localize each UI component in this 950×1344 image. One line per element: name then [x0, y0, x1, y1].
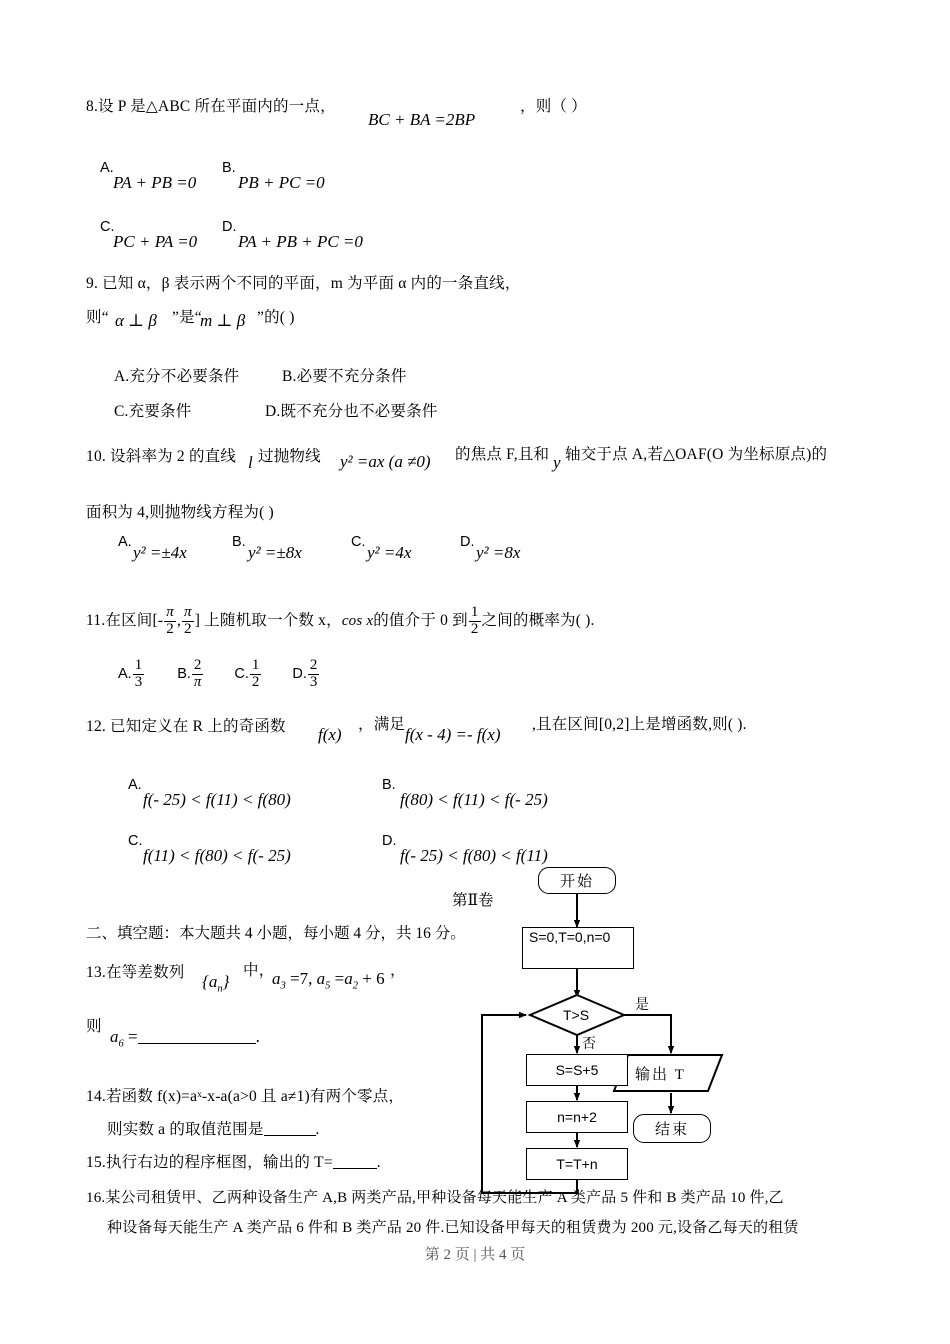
q10-part1: 10. 设斜率为 2 的直线	[86, 448, 237, 465]
q14-line2-prefix: 则实数 a 的取值范围是	[107, 1121, 264, 1138]
q9-line2-prefix: 则“	[86, 309, 109, 326]
q11-part2: ,	[176, 612, 182, 630]
q13-equation: $a_3 =7$, $a_5 =a_2 + 6$	[272, 969, 385, 992]
q10-option-d-letter[interactable]: D.	[460, 534, 475, 550]
q11-fraction-2: $\frac{\pi}{2}$	[184, 604, 192, 637]
q10-part3: 的焦点 F,且和	[455, 446, 550, 463]
q11-part3: ] 上随机取一个数 x，	[194, 612, 342, 630]
q15-prefix: 15.执行右边的程序框图，输出的 T=	[86, 1154, 333, 1171]
q10-option-d-text[interactable]: y² =8x	[476, 543, 521, 562]
q9-line2-mid: ”是“	[172, 309, 202, 326]
q9-option-c-letter: C.	[114, 403, 129, 420]
q8-option-a-text[interactable]: PA + PB =0	[113, 173, 197, 192]
q12-option-b-text[interactable]: f(80) < f(11) < f(- 25)	[400, 790, 548, 809]
q11-option-a-letter[interactable]: A.	[118, 666, 132, 683]
q8-option-c-letter[interactable]: C.	[100, 219, 115, 235]
q8-stem-formula	[368, 110, 475, 130]
flowchart-start-node: 开始	[538, 867, 616, 894]
q15-suffix: .	[376, 1154, 381, 1171]
q12-option-a-text[interactable]: f(- 25) < f(11) < f(80)	[143, 790, 291, 809]
q10-option-a-text[interactable]: y² =±4x	[133, 543, 187, 562]
q8-formula-text: BC + BA =2BP	[368, 110, 476, 129]
q11-option-c-value[interactable]: $\frac{1}{2}$	[251, 657, 260, 690]
q8-option-b-letter[interactable]: B.	[222, 160, 236, 176]
q11-fraction-3: $\frac{1}{2}$	[470, 604, 479, 637]
q15-blank[interactable]	[333, 1153, 377, 1170]
flowchart-yes-label: 是	[635, 998, 649, 1013]
q11-option-b-letter[interactable]: B.	[177, 666, 191, 683]
q12-option-a-letter[interactable]: A.	[128, 777, 142, 793]
q12-option-d-text[interactable]: f(- 25) < f(80) < f(11)	[400, 846, 548, 865]
q11-option-d-value[interactable]: $\frac{2}{3}$	[309, 657, 318, 690]
q9-option-b[interactable]	[282, 364, 407, 386]
q14-line2-suffix: .	[315, 1121, 320, 1138]
section-2-header: 第Ⅱ卷	[452, 892, 494, 909]
q9-option-a-letter: A.	[114, 368, 130, 385]
q11-option-d-letter[interactable]: D.	[292, 666, 307, 683]
q13-answer-line[interactable]: $a_6$ = .	[110, 1027, 260, 1050]
q13-blank[interactable]	[138, 1026, 256, 1044]
q8-option-a-letter[interactable]: A.	[100, 160, 114, 176]
q11-part5: 之间的概率为( ).	[481, 612, 595, 630]
q9-line1: 9. 已知 α，β 表示两个不同的平面，m 为平面 α 内的一条直线，	[86, 275, 521, 292]
q8-option-b-text[interactable]: PB + PC =0	[238, 173, 325, 192]
program-flowchart	[460, 855, 800, 1175]
q9-option-c-label: 充要条件	[128, 403, 192, 420]
flowchart-no-label: 否	[582, 1037, 596, 1052]
q11-stem	[86, 605, 595, 638]
q11-option-c-letter[interactable]: C.	[234, 666, 249, 683]
q10-equation: y² =ax (a ≠0)	[340, 452, 431, 471]
q16-line2: 种设备每天能生产 A 类产品 6 件和 B 类产品 20 件.已知设备甲每天的租赁费为 200 元,设备乙每天的租赁	[107, 1220, 799, 1236]
q14-blank[interactable]	[264, 1120, 316, 1137]
q14-line2[interactable]	[107, 1117, 320, 1139]
q10-option-c-text[interactable]: y² =4x	[367, 543, 412, 562]
flowchart-output-label: 输出 T	[635, 1067, 686, 1083]
q10-line-l: l	[248, 453, 253, 472]
q12-option-b-letter[interactable]: B.	[382, 777, 396, 793]
q8-option-d-letter[interactable]: D.	[222, 219, 237, 235]
flowchart-end-node: 结束	[633, 1114, 711, 1143]
q10-option-b-letter[interactable]: B.	[232, 534, 246, 550]
q12-function-fx: f(x)	[318, 725, 342, 744]
q10-option-a-letter[interactable]: A.	[118, 534, 132, 550]
q10-part4: 轴交于点 A,若△OAF(O 为坐标原点)的	[565, 446, 828, 463]
q12-part3: ,且在区间[0,2]上是增函数,则( ).	[532, 716, 747, 733]
q8-stem-after: ，则（ ）	[520, 98, 587, 115]
q10-option-c-letter[interactable]: C.	[351, 534, 366, 550]
q11-fraction-1: $\frac{\pi}{2}$	[166, 604, 174, 637]
q12-part1: 12. 已知定义在 R 上的奇函数	[86, 718, 286, 735]
q13-part3: ，	[390, 962, 406, 979]
q8-option-d-text[interactable]: PA + PB + PC =0	[238, 232, 363, 251]
q9-option-a-label: 充分不必要条件	[129, 368, 240, 385]
q9-option-b-label: 必要不充分条件	[296, 368, 407, 385]
q9-option-c[interactable]	[114, 399, 191, 421]
flowchart-step-t-node: T=T+n	[526, 1148, 628, 1180]
q10-option-b-text[interactable]: y² =±8x	[248, 543, 302, 562]
q11-part4: 的值介于 0 到	[373, 612, 468, 630]
q13-line2-prefix: 则	[86, 1018, 102, 1035]
q13-part2: 中，	[243, 962, 275, 979]
q9-option-d-letter: D.	[265, 403, 281, 420]
q11-option-a-value[interactable]: $\frac{1}{3}$	[134, 657, 143, 690]
q9-option-b-letter: B.	[282, 368, 297, 385]
flowchart-step-s-node: S=S+5	[526, 1054, 628, 1086]
q9-condition-2: m ⊥ β	[200, 311, 246, 330]
q8-option-c-text[interactable]: PC + PA =0	[113, 232, 198, 251]
flowchart-decision-label: T>S	[563, 1007, 590, 1023]
q12-option-c-letter[interactable]: C.	[128, 833, 143, 849]
q15-line[interactable]	[86, 1150, 381, 1172]
q11-option-b-value[interactable]: $\frac{2}{\pi}$	[193, 657, 202, 690]
q9-condition-1: α ⊥ β	[115, 311, 157, 330]
flowchart-step-n-node: n=n+2	[526, 1101, 628, 1133]
q11-cos-x: cos x	[341, 613, 374, 630]
flowchart-init-node: S=0,T=0,n=0	[522, 927, 634, 969]
q9-option-a[interactable]	[114, 364, 239, 386]
section-2-title: 二、填空题：本大题共 4 小题，每小题 4 分，共 16 分。	[86, 925, 466, 942]
q8-stem-before: 8.设 P 是△ABC 所在平面内的一点，	[86, 98, 336, 115]
q13-sequence: $\{a_n\}$	[202, 972, 230, 995]
q11-options	[118, 658, 320, 691]
q12-option-c-text[interactable]: f(11) < f(80) < f(- 25)	[143, 846, 291, 865]
q16-line1: 16.某公司租赁甲、乙两种设备生产 A,B 两类产品,甲种设备每天能生产 A 类产品 5 件和 B 类产品 10 件,乙	[86, 1190, 784, 1206]
page-footer: 第 2 页 | 共 4 页	[424, 1247, 526, 1263]
q10-part2: 过抛物线	[258, 448, 321, 465]
q9-option-d[interactable]	[265, 399, 437, 421]
q12-equation: f(x - 4) =- f(x)	[405, 725, 501, 744]
q12-option-d-letter[interactable]: D.	[382, 833, 397, 849]
q9-option-d-label: 既不充分也不必要条件	[280, 403, 438, 420]
q11-part1: 11.在区间[-	[86, 612, 164, 630]
q10-axis-y: y	[553, 453, 561, 472]
flowchart-connectors	[460, 855, 800, 1175]
q9-line2-suffix: ”的( )	[257, 309, 295, 326]
q14-line1: 14.若函数 f(x)=aˣ-x-a(a>0 且 a≠1)有两个零点，	[86, 1088, 405, 1105]
q10-line2: 面积为 4,则抛物线方程为( )	[86, 504, 274, 521]
q13-part1: 13.在等差数列	[86, 964, 185, 981]
q12-part2: ，满足	[358, 716, 406, 733]
